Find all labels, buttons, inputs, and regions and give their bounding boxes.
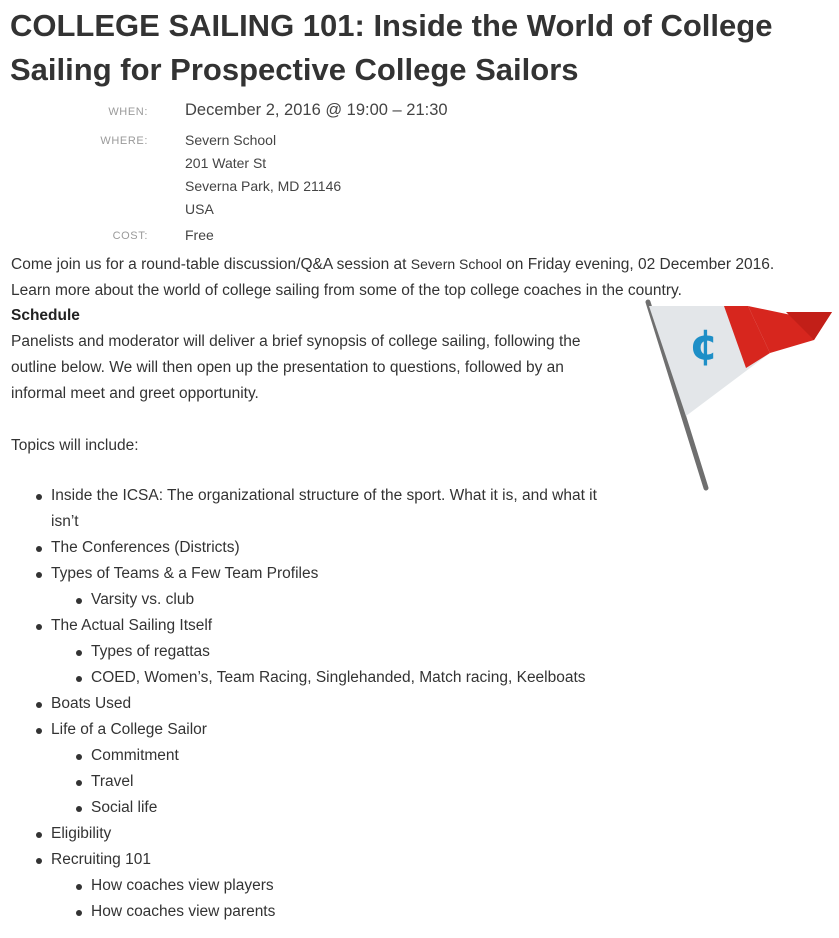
when-label: WHEN:	[108, 106, 148, 118]
topic-item: Eligibility	[11, 821, 631, 847]
topic-subitem: Varsity vs. club	[11, 587, 631, 613]
cost-label: COST:	[112, 230, 148, 242]
cost-value: Free	[185, 227, 214, 243]
schedule-line-2: outline below. We will then open up the presentation to questions, followed by an	[11, 359, 564, 376]
topic-subitem: Commitment	[11, 743, 631, 769]
event-date: December 2, 2016 @ 19:00 – 21:30	[185, 101, 448, 119]
venue-link[interactable]: Severn School	[410, 256, 502, 272]
topic-item: The Actual Sailing Itself	[11, 613, 631, 639]
intro-text-before: Come join us for a round-table discussion/Q&A session at	[11, 256, 407, 273]
topic-item: The Conferences (Districts)	[11, 535, 631, 561]
venue-name[interactable]: Severn School	[185, 132, 277, 148]
page-title: COLLEGE SAILING 101: Inside the World of College Sailing for Prospective College Sailors	[10, 8, 773, 87]
topic-subitem: How coaches view parents	[11, 899, 631, 925]
schedule-heading: Schedule	[11, 307, 80, 324]
topic-item: Recruiting 101	[11, 847, 631, 873]
intro-paragraph	[11, 251, 836, 304]
topic-subitem: Travel	[11, 769, 631, 795]
topics-intro: Topics will include:	[11, 437, 139, 454]
topics-list	[11, 483, 631, 925]
topic-subitem: COED, Women’s, Team Racing, Singlehanded, Match racing, Keelboats	[11, 665, 631, 691]
topic-subitem: How coaches view players	[11, 873, 631, 899]
address-street: 201 Water St	[185, 155, 267, 171]
venue-address	[185, 129, 341, 221]
topic-item: Life of a College Sailor	[11, 717, 631, 743]
topic-subitem: Types of regattas	[11, 639, 631, 665]
address-city: Severna Park, MD 21146	[185, 178, 342, 194]
cents-glyph: ¢	[689, 320, 719, 369]
topic-item: Inside the ICSA: The organizational structure of the sport. What it is, and what it isn’t	[11, 483, 631, 535]
schedule-section	[11, 303, 631, 407]
cents-sign-flag-icon	[636, 298, 836, 492]
address-country: USA	[185, 201, 214, 217]
topic-item: Boats Used	[11, 691, 631, 717]
topic-subitem: Social life	[11, 795, 631, 821]
schedule-line-1: Panelists and moderator will deliver a brief synopsis of college sailing, following the	[11, 333, 581, 350]
where-label: WHERE:	[100, 135, 148, 147]
intro-text-line2: Learn more about the world of college sailing from some of the top college coaches in the country.	[11, 282, 682, 299]
intro-text-after: on Friday evening, 02 December 2016.	[506, 256, 775, 273]
schedule-line-3: informal meet and greet opportunity.	[11, 385, 259, 402]
topic-item: Types of Teams & a Few Team Profiles	[11, 561, 631, 587]
